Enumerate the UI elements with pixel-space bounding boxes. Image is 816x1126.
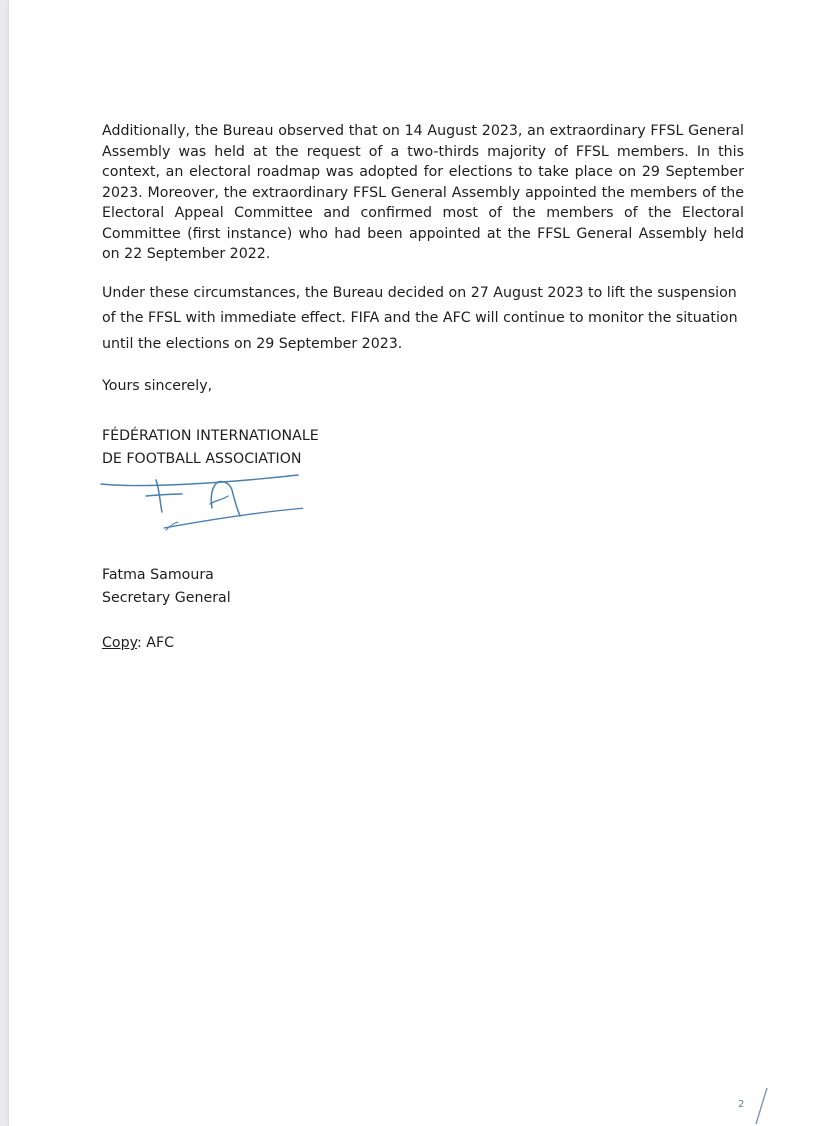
organization-name [102,425,319,470]
letter-body [102,121,744,357]
handwritten-signature [98,470,303,538]
copy-label: Copy [102,635,137,651]
copy-separator: : [136,635,142,651]
signer-name: Fatma Samoura [102,567,214,583]
page-number: 2 [738,1099,745,1110]
copy-value: AFC [141,635,175,651]
page-number-slash-icon [753,1086,769,1126]
document-page [9,0,816,1126]
closing-salutation: Yours sincerely, [102,378,213,394]
signer-block [102,564,231,609]
paragraph-bureau-observation: Additionally, the Bureau observed that on 14 August 2023, an extraordinary FFSL General Assembly was held at the request of a two-thirds majority of FFSL members. In this context, an electoral roadmap was adopted for elections to take place on 29 September 2023. Moreover, the extraordinary FFSL General Assembly appointed the members of the Electoral Appeal Committee and confirmed most of the members of the Electoral Committee (first instance) who had been appointed at the FFSL General Assembly held on 22 September 2022. [102,123,744,262]
signer-title: Secretary General [102,589,231,606]
paragraph-suspension-lifted: Under these circumstances, the Bureau decided on 27 August 2023 to lift the suspension of the FFSL with immediate effect. FIFA and the AFC will continue to monitor the situation until the elections on 29 September 2023. [102,284,738,352]
organization-line-2: DE FOOTBALL ASSOCIATION [102,450,302,467]
organization-line-1: FÉDÉRATION INTERNATIONALE [102,428,319,444]
copy-recipients [102,635,174,651]
